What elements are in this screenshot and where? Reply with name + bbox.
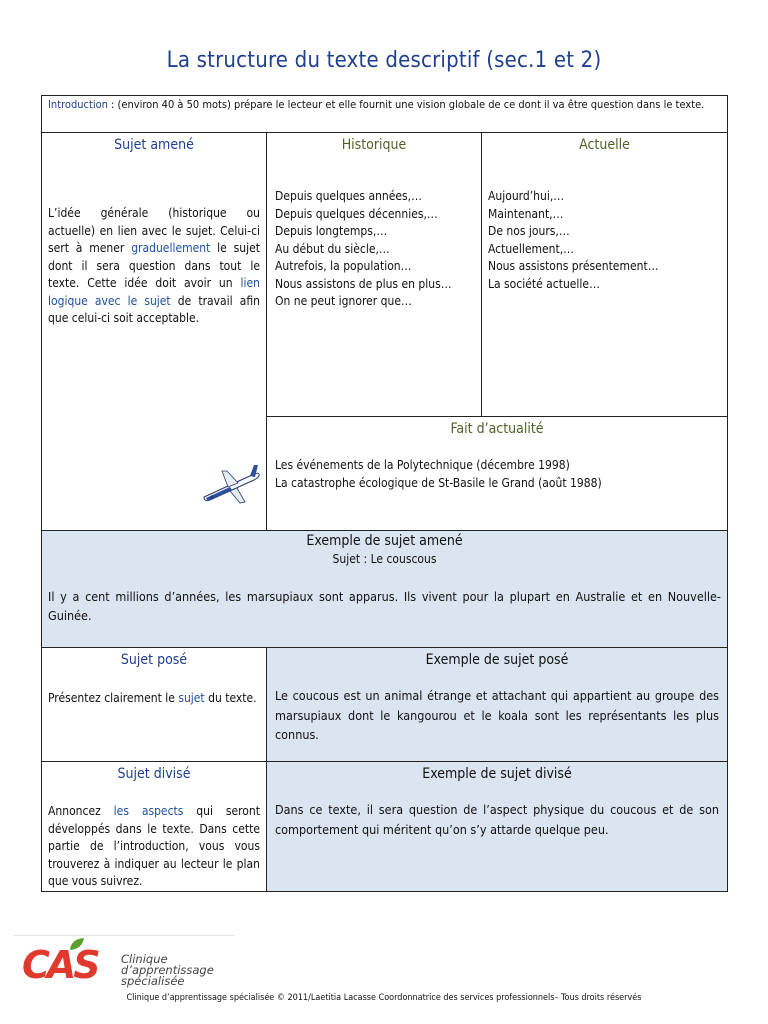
sujet-divise-box	[41, 761, 267, 892]
fait-actualite-heading: Fait d’actualité	[450, 421, 544, 437]
historique-item: Depuis longtemps,…	[275, 224, 388, 238]
sujet-pose-text	[48, 690, 260, 708]
historique-item: Autrefois, la population…	[275, 259, 412, 273]
exemple-divise-text: Dans ce texte, il sera question de l’aspect physique du coucous et de son comportement qui méritent qu’on s’y attarde quelque peu.	[275, 802, 719, 837]
sujet-divise-text-1: Annoncez	[48, 804, 114, 818]
introduction-text: : (environ 40 à 50 mots) prépare le lecteur et elle fournit une vision globale de ce dont il va être question dans le texte.	[107, 98, 705, 111]
actuelle-item: Aujourd’hui,…	[488, 189, 565, 203]
sujet-amene-box	[41, 132, 267, 531]
exemple-amene-box	[41, 530, 728, 648]
actuelle-box	[481, 132, 728, 417]
fait-actualite-item: La catastrophe écologique de St-Basile le Grand (août 1988)	[275, 475, 602, 490]
fait-actualite-list	[275, 457, 719, 492]
sujet-pose-text-2: du texte.	[204, 691, 257, 705]
actuelle-heading: Actuelle	[579, 137, 630, 153]
airplane-icon	[200, 463, 262, 505]
sujet-divise-link: les aspects	[113, 804, 184, 818]
fait-actualite-item: Les événements de la Polytechnique (décembre 1998)	[275, 458, 570, 472]
sujet-pose-link: sujet	[178, 691, 205, 705]
logo-line-3: spécialisée	[121, 974, 185, 988]
introduction-label: Introduction	[48, 98, 108, 111]
logo-acronym: CAS	[22, 943, 98, 987]
exemple-amene-text: Il y a cent millions d’années, les marsupiaux sont apparus. Ils vivent pour la plupart en Australie et en Nouvelle-Guinée.	[48, 588, 721, 623]
sujet-amene-text	[48, 205, 260, 328]
historique-heading: Historique	[341, 137, 407, 153]
sujet-amene-link-2: lien logique avec le sujet	[48, 276, 260, 308]
actuelle-item: De nos jours,…	[488, 224, 570, 238]
sujet-amene-text-1: L’idée générale (historique ou actuelle) en lien avec le sujet. Celui-ci sert à mener	[48, 206, 260, 255]
fait-actualite-box	[266, 416, 728, 531]
logo-line-1: Clinique	[121, 952, 168, 966]
historique-item: Depuis quelques décennies,…	[275, 206, 438, 221]
sujet-amene-heading: Sujet amené	[114, 137, 194, 153]
historique-item: On ne peut ignorer que…	[275, 294, 412, 308]
logo-line-2: d’apprentissage	[121, 963, 214, 977]
actuelle-item: Nous assistons présentement…	[488, 259, 659, 273]
sujet-amene-text-2: le sujet dont il sera question dans tout le texte. Cette idée doit avoir un	[48, 241, 261, 290]
historique-list	[275, 188, 473, 311]
exemple-amene-subject: Sujet : Le couscous	[332, 552, 437, 566]
introduction-box	[41, 95, 728, 133]
footer-text: Clinique d’apprentissage spécialisée © 2011/Laetitia Lacasse Coordonnatrice des services professionnels– Tous droits réservés	[126, 993, 642, 1003]
sujet-pose-text-1: Présentez clairement le	[48, 691, 179, 705]
sujet-divise-text-2: qui seront développés dans le texte. Dans cette partie de l’introduction, vous vous trouverez à indiquer au lecteur le plan que vous suivrez.	[48, 804, 260, 888]
sujet-amene-text-3: de travail afin que celui-ci soit acceptable.	[48, 293, 261, 325]
page-title: La structure du texte descriptif (sec.1 et 2)	[166, 48, 602, 73]
exemple-pose-heading: Exemple de sujet posé	[425, 652, 569, 668]
sujet-divise-heading: Sujet divisé	[117, 766, 191, 782]
exemple-divise-box	[266, 761, 728, 892]
cas-logo	[14, 935, 236, 997]
exemple-pose-box	[266, 647, 728, 762]
sujet-pose-box	[41, 647, 267, 762]
actuelle-item: La société actuelle…	[488, 276, 600, 291]
historique-box	[266, 132, 482, 417]
exemple-divise-heading: Exemple de sujet divisé	[422, 766, 572, 782]
historique-item: Nous assistons de plus en plus…	[275, 276, 452, 291]
historique-item: Au début du siècle,…	[275, 241, 390, 256]
actuelle-list	[488, 188, 721, 293]
exemple-amene-heading: Exemple de sujet amené	[306, 533, 463, 549]
actuelle-item: Maintenant,…	[488, 206, 564, 221]
actuelle-item: Actuellement,…	[488, 241, 574, 256]
sujet-amene-link-1: graduellement	[131, 241, 211, 255]
exemple-pose-text: Le coucous est un animal étrange et attachant qui appartient au groupe des marsupiaux dont le kangourou et le koala sont les représentants les plus connus.	[275, 688, 719, 742]
sujet-divise-text	[48, 803, 260, 891]
historique-item: Depuis quelques années,…	[275, 189, 422, 203]
sujet-pose-heading: Sujet posé	[120, 652, 188, 668]
